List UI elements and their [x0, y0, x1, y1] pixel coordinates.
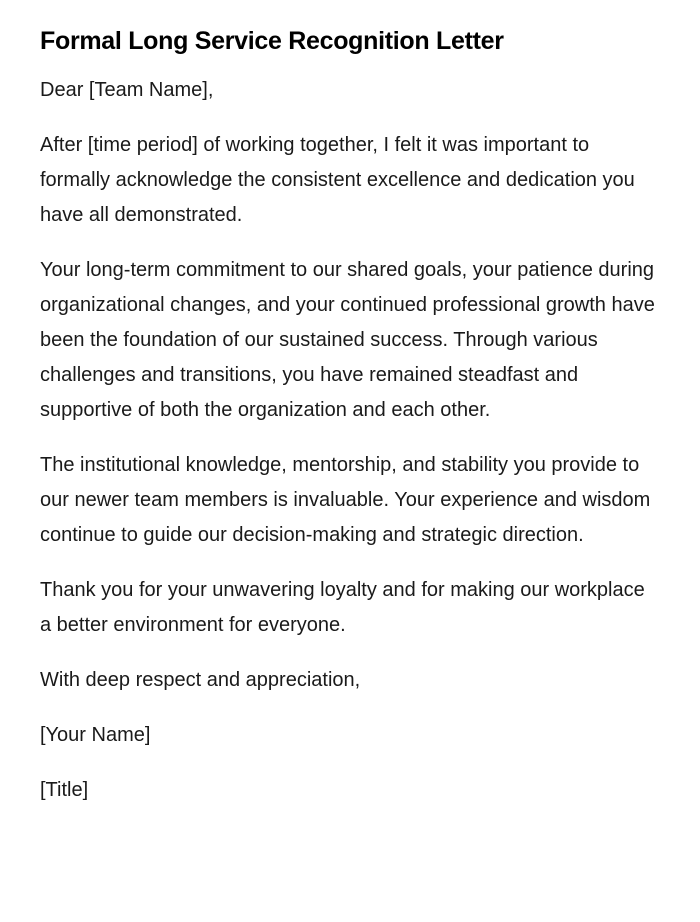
letter-paragraph-4: Thank you for your unwavering loyalty and for making our workplace a better environment for everyone. [40, 579, 645, 636]
letter-paragraph-1: After [time period] of working together, I felt it was important to formally acknowledge the consistent excellence and dedication you have all demonstrated. [40, 134, 635, 226]
letter-paragraph-2: Your long-term commitment to our shared goals, your patience during organizational changes, and your continued professional growth have been the foundation of our sustained success. Through various challenges and transitions, you have remained steadfast and supportive of both the organization and each other. [40, 259, 655, 421]
signature-name: [Your Name] [40, 724, 151, 746]
signature-title: [Title] [40, 779, 89, 801]
letter-title: Formal Long Service Recognition Letter [40, 27, 504, 55]
letter-closing: With deep respect and appreciation, [40, 669, 361, 691]
letter-salutation: Dear [Team Name], [40, 79, 214, 101]
letter-paragraph-3: The institutional knowledge, mentorship, and stability you provide to our newer team members is invaluable. Your experience and wisdom continue to guide our decision-making and strategic direction. [40, 454, 651, 546]
